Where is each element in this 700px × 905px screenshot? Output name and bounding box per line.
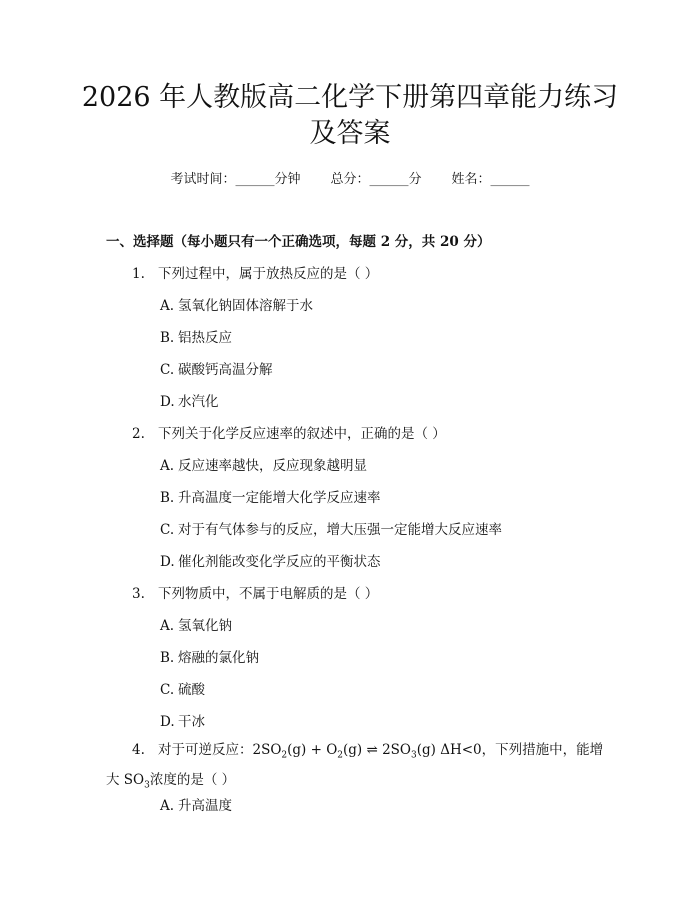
option-text: 熔融的氯化钠 bbox=[178, 650, 259, 666]
question-number: 1. bbox=[132, 266, 145, 282]
option-text: 碳酸钙高温分解 bbox=[178, 362, 273, 378]
option bbox=[160, 614, 232, 634]
question-1 bbox=[132, 262, 378, 282]
option bbox=[160, 326, 232, 346]
subscript: 3 bbox=[411, 750, 417, 761]
option-text: 升高温度 bbox=[178, 798, 232, 814]
formula-so2: 2SO bbox=[252, 742, 282, 758]
option-letter: D. bbox=[160, 394, 175, 410]
option-text: 催化剂能改变化学反应的平衡状态 bbox=[178, 554, 381, 570]
option-letter: A. bbox=[160, 298, 175, 314]
option-letter: D. bbox=[160, 714, 175, 730]
title-line-2: 及答案 bbox=[309, 118, 391, 149]
option bbox=[160, 678, 205, 698]
option bbox=[160, 294, 313, 314]
option-letter: C. bbox=[160, 522, 175, 538]
option-text: 干冰 bbox=[178, 714, 205, 730]
exam-info bbox=[0, 168, 700, 187]
option bbox=[160, 646, 259, 666]
option bbox=[160, 794, 232, 814]
subscript: 2 bbox=[281, 750, 288, 761]
option-text: 水汽化 bbox=[178, 394, 219, 410]
option-text: 氢氧化钠 bbox=[178, 618, 232, 634]
option-letter: D. bbox=[160, 554, 175, 570]
subscript: 3 bbox=[144, 780, 150, 791]
question-number: 3. bbox=[132, 586, 145, 602]
option bbox=[160, 550, 381, 570]
question-number: 4. bbox=[132, 742, 145, 758]
subscript: 2 bbox=[337, 750, 344, 761]
option-letter: C. bbox=[160, 682, 175, 698]
formula-part: (g) ΔH<0，下列措施中，能增 bbox=[416, 742, 604, 758]
question-text-line2: 大 SO bbox=[106, 771, 145, 788]
question-4 bbox=[106, 738, 636, 797]
option bbox=[160, 390, 219, 410]
exam-score: 总分：______分 bbox=[330, 172, 422, 187]
option-text: 硫酸 bbox=[178, 682, 205, 698]
page-title bbox=[60, 80, 640, 152]
formula-part: (g) + O bbox=[287, 742, 338, 758]
question-number: 2. bbox=[132, 426, 145, 442]
title-line-1: 2026 年人教版高二化学下册第四章能力练习 bbox=[81, 82, 619, 113]
option-letter: B. bbox=[160, 650, 175, 666]
question-text: 下列物质中，不属于电解质的是（ ） bbox=[158, 586, 379, 602]
section-heading: 一、选择题（每小题只有一个正确选项，每题 2 分，共 20 分） bbox=[106, 234, 491, 250]
option bbox=[160, 710, 205, 730]
question-2 bbox=[132, 422, 446, 442]
option-letter: B. bbox=[160, 330, 175, 346]
question-3 bbox=[132, 582, 378, 602]
option-text: 对于有气体参与的反应，增大压强一定能增大反应速率 bbox=[178, 522, 502, 538]
question-text: 下列关于化学反应速率的叙述中，正确的是（ ） bbox=[158, 426, 446, 442]
question-text-pre: 对于可逆反应： bbox=[158, 742, 253, 758]
option bbox=[160, 454, 367, 474]
formula-part: (g) ⇌ 2SO bbox=[343, 742, 411, 758]
option-letter: C. bbox=[160, 362, 175, 378]
option-letter: B. bbox=[160, 490, 175, 506]
option-text: 铝热反应 bbox=[178, 330, 232, 346]
option-text: 反应速率越快，反应现象越明显 bbox=[178, 458, 367, 474]
option bbox=[160, 486, 381, 506]
question-text: 下列过程中，属于放热反应的是（ ） bbox=[158, 266, 379, 282]
option-letter: A. bbox=[160, 458, 175, 474]
option bbox=[160, 358, 273, 378]
option-text: 氢氧化钠固体溶解于水 bbox=[178, 298, 313, 314]
option bbox=[160, 518, 502, 538]
option-letter: A. bbox=[160, 798, 175, 814]
option-text: 升高温度一定能增大化学反应速率 bbox=[178, 490, 381, 506]
exam-name: 姓名：______ bbox=[451, 172, 530, 187]
option-letter: A. bbox=[160, 618, 175, 634]
question-text-line2-end: 浓度的是（ ） bbox=[149, 771, 236, 788]
exam-time: 考试时间：______分钟 bbox=[170, 172, 301, 187]
